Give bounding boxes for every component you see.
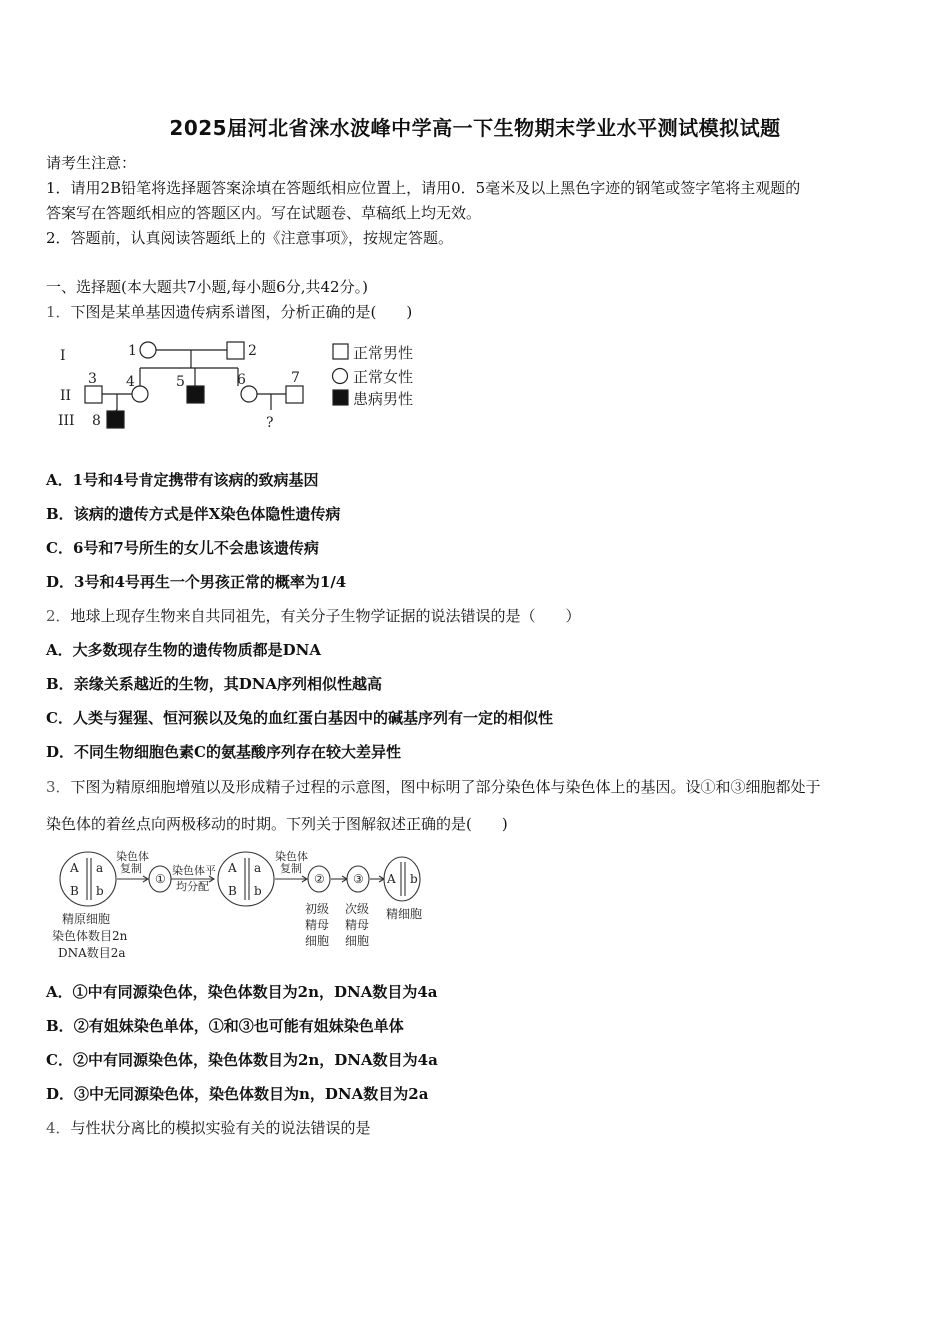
number-4: 4 xyxy=(126,374,135,390)
svg-text:b: b xyxy=(96,884,104,898)
svg-text:初级: 初级 xyxy=(305,902,330,916)
notice-heading: 请考生注意： xyxy=(46,154,137,172)
svg-text:精母: 精母 xyxy=(345,918,370,932)
number-6: 6 xyxy=(237,372,246,388)
spermatogonium-cell xyxy=(60,852,116,906)
notice-line-2: 2．答题前，认真阅读答题纸上的《注意事项》，按规定答题。 xyxy=(46,229,454,247)
q3-option-c: C．②中有同源染色体，染色体数目为2n，DNA数目为4a xyxy=(46,1051,438,1069)
svg-text:B: B xyxy=(70,884,79,898)
individual-2 xyxy=(227,342,244,359)
svg-text:b: b xyxy=(254,884,262,898)
svg-text:②: ② xyxy=(314,872,325,886)
notice-line-1b: 答案写在答题纸相应的答题区内。写在试题卷、草稿纸上均无效。 xyxy=(46,204,482,222)
individual-5 xyxy=(187,386,204,403)
svg-text:①: ① xyxy=(155,872,166,886)
legend-affected-male: 患病男性 xyxy=(353,390,414,408)
q2-option-a: A．大多数现存生物的遗传物质都是DNA xyxy=(46,641,321,659)
individual-3 xyxy=(85,386,102,403)
notice-line-1a: 1．请用2B铅笔将选择题答案涂填在答题纸相应位置上，请用0．5毫米及以上黑色字迹的钢笔或签字笔将主观题的 xyxy=(46,179,801,197)
pedigree-chart xyxy=(50,334,440,434)
cell-after-mitosis xyxy=(218,852,274,906)
question-1 xyxy=(46,302,412,322)
question-3-line-1: 3．下图为精原细胞增殖以及形成精子过程的示意图，图中标明了部分染色体与染色体上的基因。设①和③细胞都处于 xyxy=(46,778,821,796)
q3-option-b: B．②有姐妹染色单体，①和③也可能有姐妹染色单体 xyxy=(46,1017,404,1035)
legend-normal-female: 正常女性 xyxy=(353,368,414,386)
individual-8 xyxy=(107,411,124,428)
number-1: 1 xyxy=(128,343,137,359)
svg-text:B: B xyxy=(228,884,237,898)
unknown-offspring: ? xyxy=(266,415,274,431)
q1-option-c: C．6号和7号所生的女儿不会患该遗传病 xyxy=(46,539,319,557)
svg-text:A: A xyxy=(228,861,237,875)
svg-text:细胞: 细胞 xyxy=(305,934,330,948)
svg-text:染色体: 染色体 xyxy=(275,850,308,863)
q1-option-d: D．3号和4号再生一个男孩正常的概率为1/4 xyxy=(46,573,347,591)
individual-7 xyxy=(286,386,303,403)
svg-text:染色体: 染色体 xyxy=(116,850,149,863)
individual-6 xyxy=(241,386,257,402)
q2-option-b: B．亲缘关系越近的生物，其DNA序列相似性越高 xyxy=(46,675,383,693)
question-text: 下图是某单基因遗传病系谱图，分析正确的是( ) xyxy=(70,303,413,321)
question-4: 4．与性状分离比的模拟实验有关的说法错误的是 xyxy=(46,1119,371,1137)
q2-option-c: C．人类与猩猩、恒河猴以及兔的血红蛋白基因中的碱基序列有一定的相似性 xyxy=(46,709,553,727)
svg-text:精母: 精母 xyxy=(305,918,330,932)
svg-text:A: A xyxy=(387,872,396,886)
svg-text:b: b xyxy=(410,872,418,886)
question-3-line-2: 染色体的着丝点向两极移动的时期。下列关于图解叙述正确的是( ) xyxy=(46,815,508,833)
page-title: 2025届河北省涞水波峰中学高一下生物期末学业水平测试模拟试题 xyxy=(169,116,781,140)
svg-text:染色体数目2n: 染色体数目2n xyxy=(52,929,128,943)
generation-2-label: II xyxy=(60,388,72,404)
svg-text:次级: 次级 xyxy=(345,902,370,916)
section-heading: 一、选择题(本大题共7小题,每小题6分,共42分。) xyxy=(46,278,368,296)
svg-text:a: a xyxy=(96,861,104,875)
legend-normal-male-symbol xyxy=(333,344,348,359)
q3-option-a: A．①中有同源染色体，染色体数目为2n，DNA数目为4a xyxy=(46,983,438,1001)
generation-1-label: I xyxy=(60,348,66,364)
svg-text:均分配: 均分配 xyxy=(176,880,209,893)
number-5: 5 xyxy=(176,374,185,390)
q1-option-b: B．该病的遗传方式是伴X染色体隐性遗传病 xyxy=(46,505,341,523)
svg-text:精原细胞: 精原细胞 xyxy=(62,912,111,926)
cell-division-diagram xyxy=(50,846,440,964)
legend-normal-male: 正常男性 xyxy=(353,344,414,362)
legend-normal-female-symbol xyxy=(333,369,348,384)
individual-1 xyxy=(140,342,156,358)
svg-text:复制: 复制 xyxy=(280,862,302,875)
svg-text:复制: 复制 xyxy=(120,862,142,875)
svg-text:精细胞: 精细胞 xyxy=(386,907,423,921)
question-2: 2．地球上现存生物来自共同祖先，有关分子生物学证据的说法错误的是（ ） xyxy=(46,607,581,625)
q3-option-d: D．③中无同源染色体，染色体数目为n，DNA数目为2a xyxy=(46,1085,429,1103)
svg-text:DNA数目2a: DNA数目2a xyxy=(58,946,126,960)
number-8: 8 xyxy=(92,413,101,429)
legend-affected-male-symbol xyxy=(333,390,348,405)
number-7: 7 xyxy=(291,370,300,386)
number-3: 3 xyxy=(88,371,97,387)
number-2: 2 xyxy=(248,343,257,359)
question-number: 1． xyxy=(46,303,71,321)
q2-option-d: D．不同生物细胞色素C的氨基酸序列存在较大差异性 xyxy=(46,743,401,761)
svg-text:③: ③ xyxy=(353,872,364,886)
svg-text:染色体平: 染色体平 xyxy=(172,864,216,877)
q1-option-a: A．1号和4号肯定携带有该病的致病基因 xyxy=(46,471,319,489)
svg-text:细胞: 细胞 xyxy=(345,934,370,948)
svg-text:A: A xyxy=(70,861,79,875)
generation-3-label: III xyxy=(58,413,75,429)
svg-text:a: a xyxy=(254,861,262,875)
